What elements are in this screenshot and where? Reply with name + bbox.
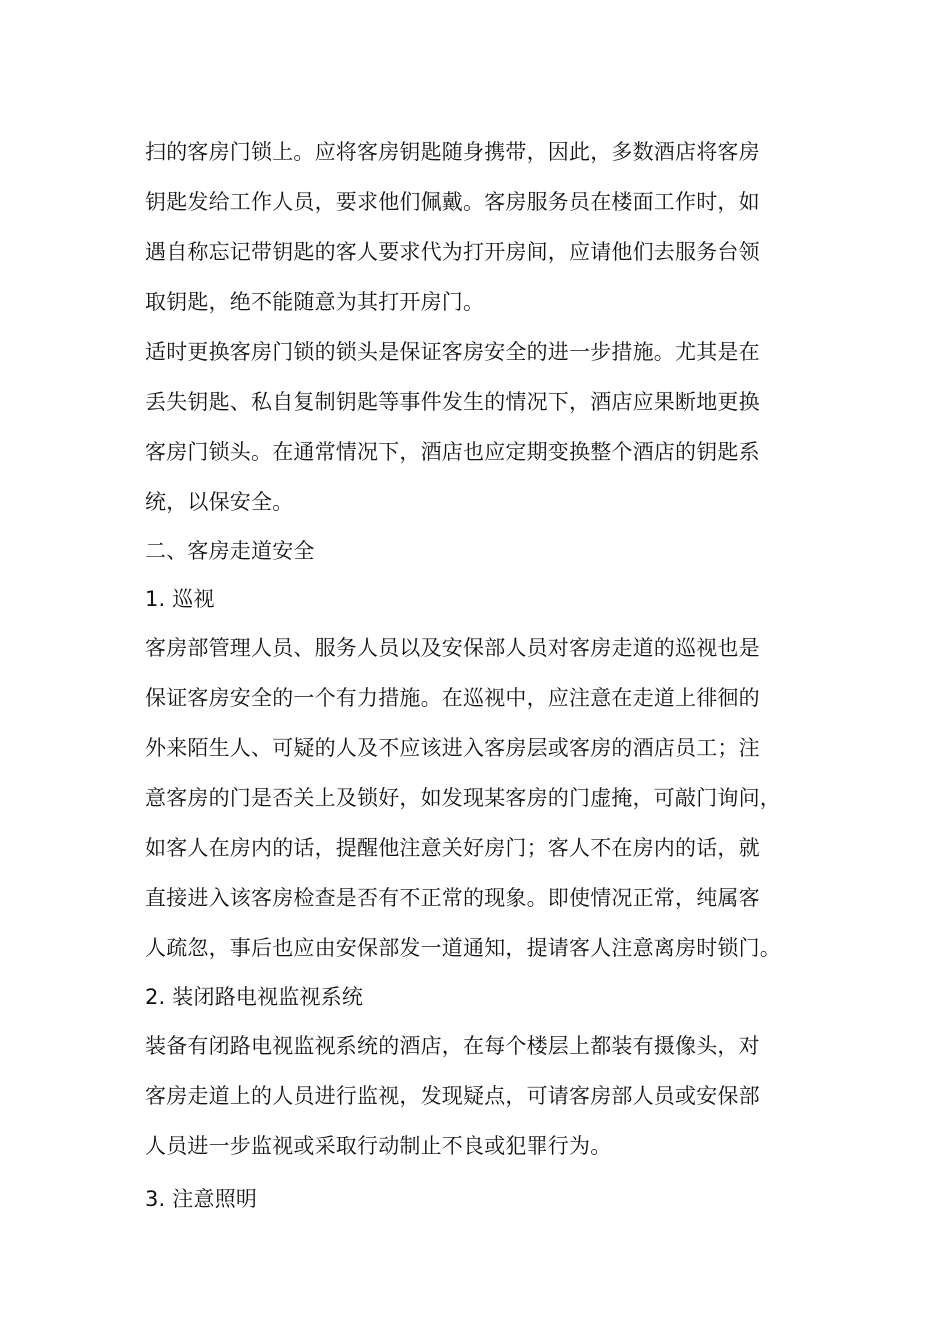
subsection-heading: 1. 巡视 [145,587,215,611]
body-text-line: 钥匙发给工作人员，要求他们佩戴。客房服务员在楼面工作时，如 [145,190,760,214]
body-text-line: 外来陌生人、可疑的人及不应该进入客房层或客房的酒店员工；注 [145,736,760,760]
subsection-heading: 2. 装闭路电视监视系统 [145,985,364,1009]
body-text-line: 统，以保安全。 [145,490,294,514]
body-text-line: 客房门锁头。在通常情况下，酒店也应定期变换整个酒店的钥匙系 [145,440,760,464]
body-text-line: 保证客房安全的一个有力措施。在巡视中，应注意在走道上徘徊的 [145,686,760,710]
section-heading: 二、客房走道安全 [145,539,315,563]
body-text-line: 客房走道上的人员进行监视，发现疑点，可请客房部人员或安保部 [145,1084,760,1108]
body-text-line: 如客人在房内的话，提醒他注意关好房门；客人不在房内的话，就 [145,836,760,860]
subsection-heading: 3. 注意照明 [145,1187,258,1211]
document-body [145,127,810,1223]
body-text-line: 适时更换客房门锁的锁头是保证客房安全的进一步措施。尤其是在 [145,340,760,364]
body-text-line: 取钥匙，绝不能随意为其打开房门。 [145,290,485,314]
body-text-line: 客房部管理人员、服务人员以及安保部人员对客房走道的巡视也是 [145,636,760,660]
body-text-line: 直接进入该客房检查是否有不正常的现象。即使情况正常，纯属客 [145,886,760,910]
body-text-line: 装备有闭路电视监视系统的酒店，在每个楼层上都装有摄像头，对 [145,1034,760,1058]
body-text-line: 意客房的门是否关上及锁好，如发现某客房的门虚掩，可敲门询问， [145,786,781,810]
body-text-line: 人疏忽，事后也应由安保部发一道通知，提请客人注意离房时锁门。 [145,936,781,960]
body-text-line: 丢失钥匙、私自复制钥匙等事件发生的情况下，酒店应果断地更换 [145,390,760,414]
body-text-line: 人员进一步监视或采取行动制止不良或犯罪行为。 [145,1134,612,1158]
body-text-line: 遇自称忘记带钥匙的客人要求代为打开房间，应请他们去服务台领 [145,240,760,264]
body-text-line: 扫的客房门锁上。应将客房钥匙随身携带，因此，多数酒店将客房 [145,140,760,164]
